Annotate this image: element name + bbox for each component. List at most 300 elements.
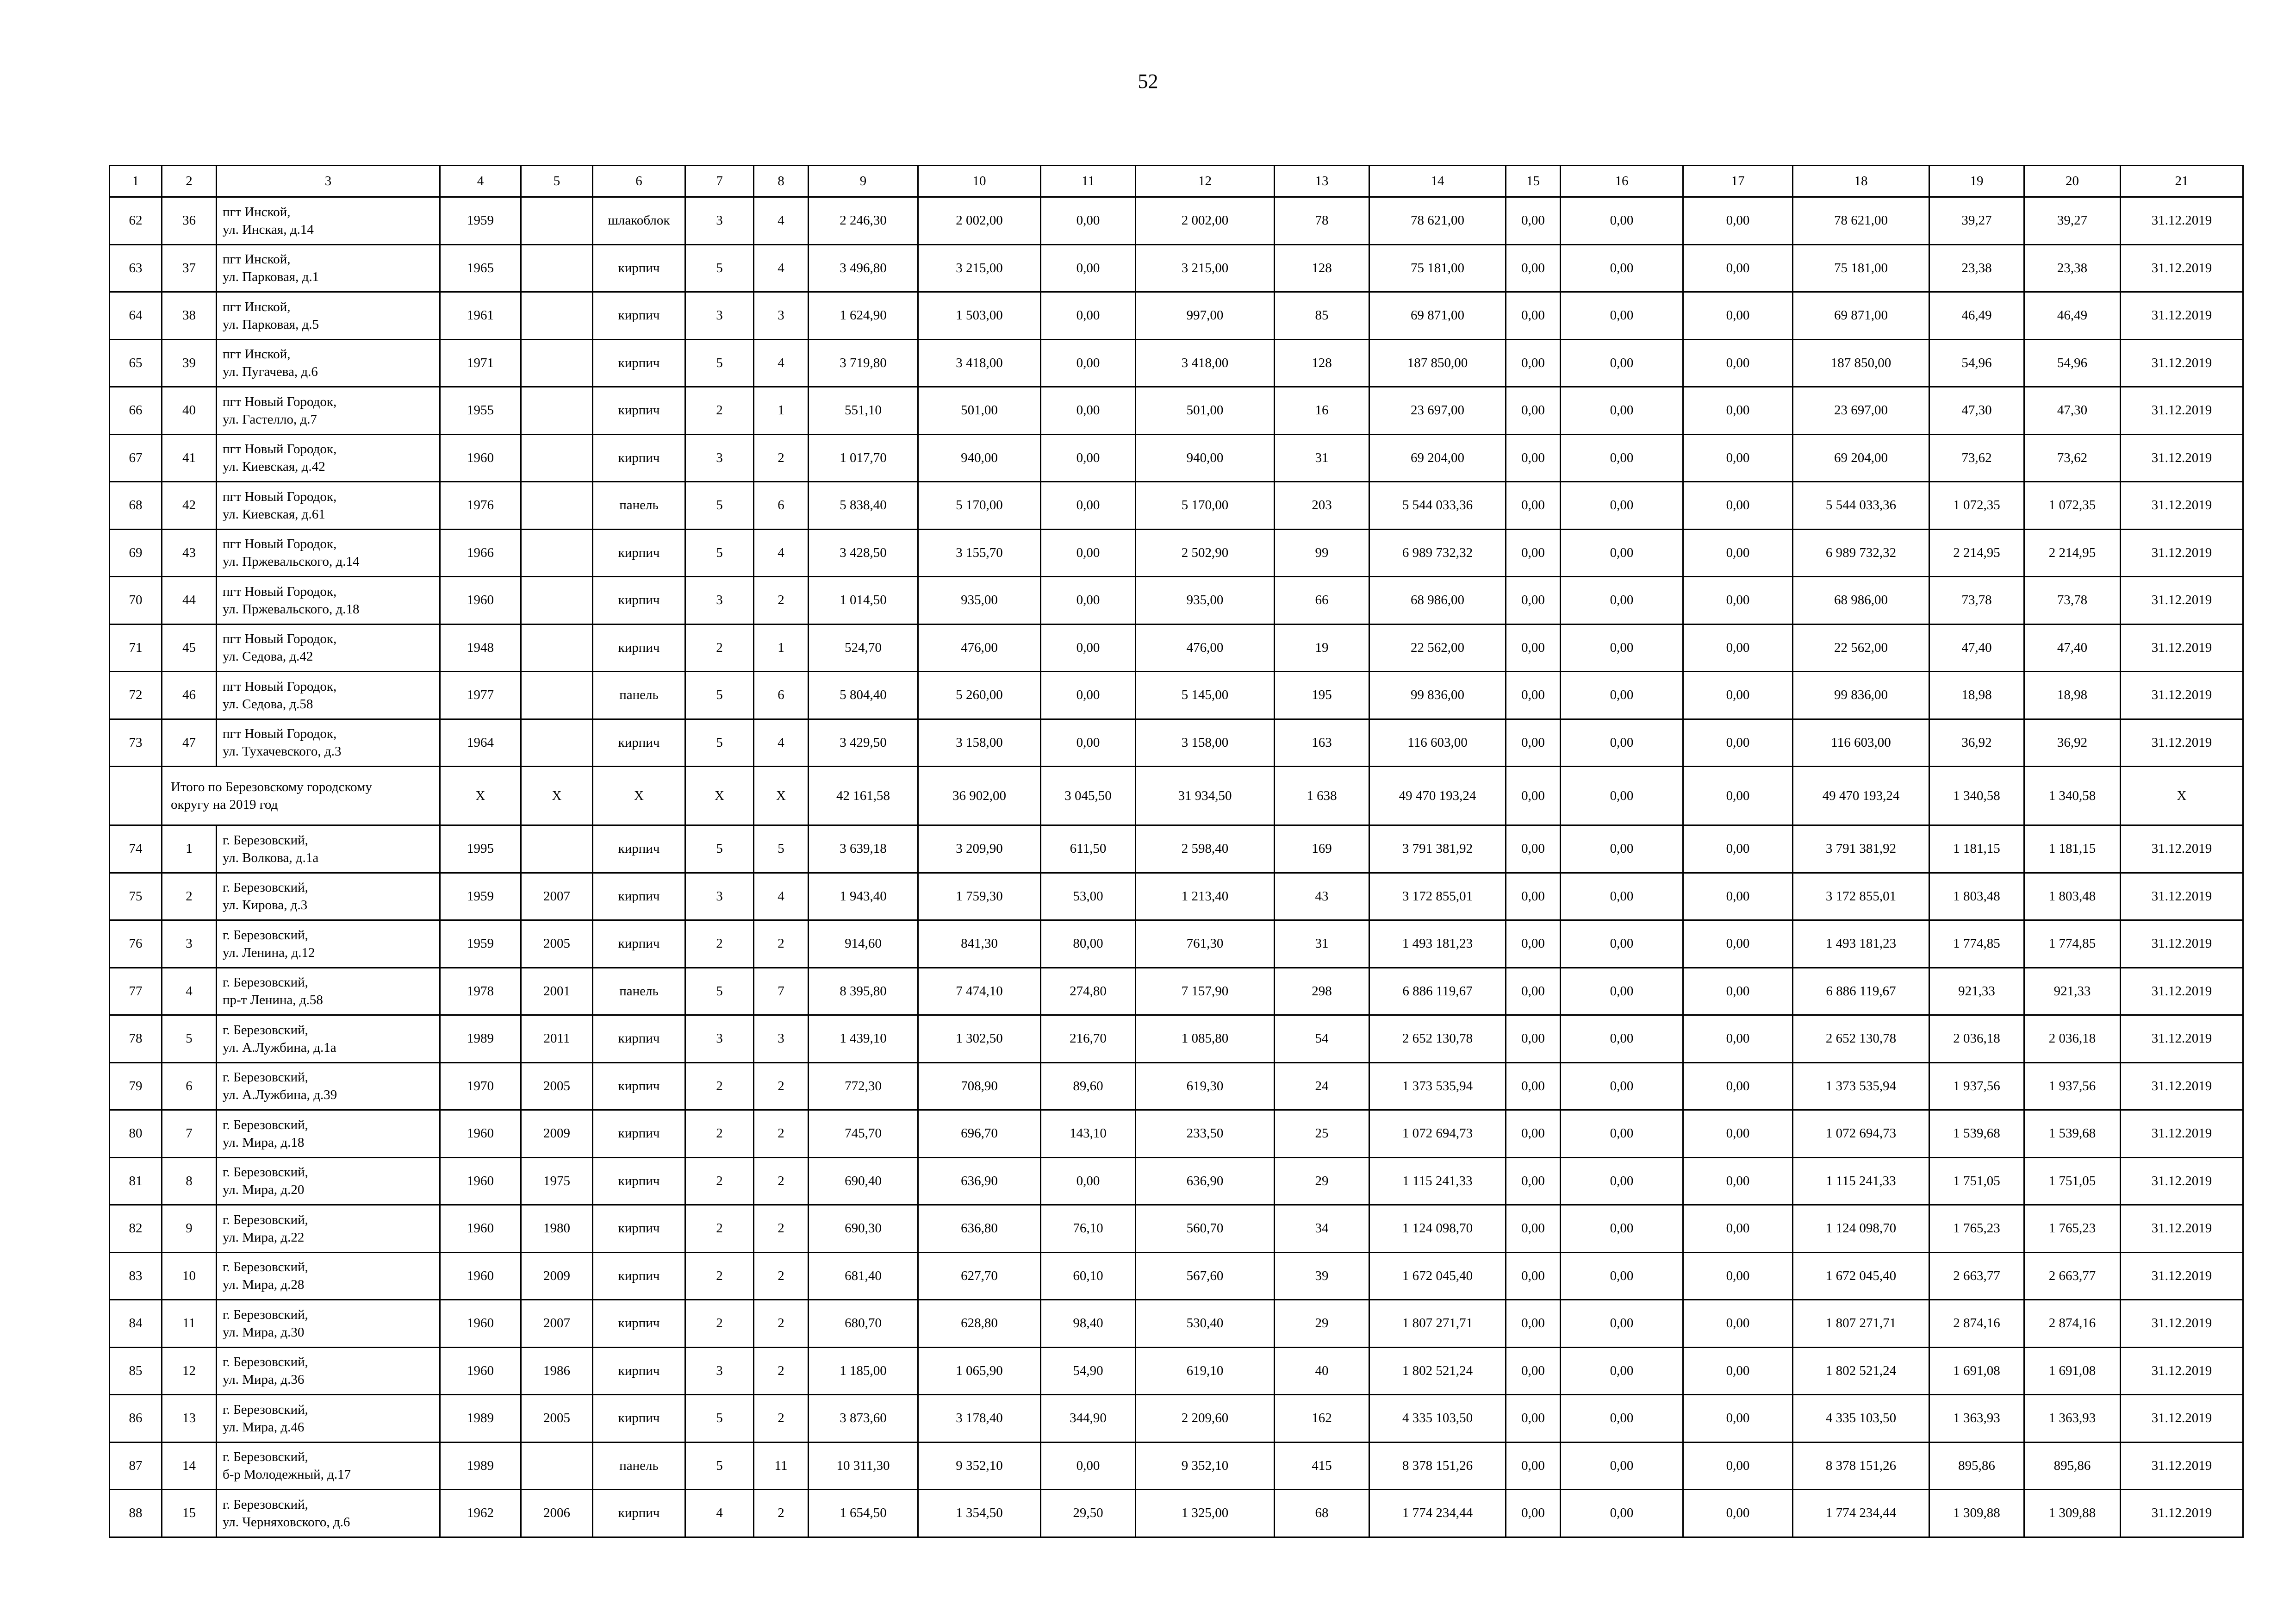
address-street: ул. Инская, д.14 — [223, 222, 314, 237]
owned-area-cell: 619,30 — [1136, 1062, 1275, 1110]
residents-cell: 128 — [1275, 244, 1369, 292]
table-row — [110, 1205, 2243, 1253]
cost-fund-cell: 0,00 — [1506, 339, 1561, 387]
living-area-cell: 696,70 — [918, 1110, 1041, 1158]
column-number-row — [110, 166, 2243, 197]
limit-cost-per-sqm-cell: 1 363,93 — [2024, 1395, 2121, 1443]
local-number-cell: 44 — [162, 577, 217, 625]
local-number-cell: 40 — [162, 387, 217, 435]
row-number-cell: 78 — [110, 1015, 162, 1063]
address-locality: г. Березовский, — [223, 1355, 308, 1370]
address-locality: пгт Инской, — [223, 347, 291, 362]
cost-budget-local-cell: 0,00 — [1683, 624, 1793, 672]
residents-cell: 85 — [1275, 292, 1369, 340]
owned-area-cell: 997,00 — [1136, 292, 1275, 340]
year-built-cell: 1971 — [440, 339, 521, 387]
address-cell — [217, 434, 440, 482]
living-area-cell: 1 302,50 — [918, 1015, 1041, 1063]
residents-cell: 29 — [1275, 1300, 1369, 1348]
floors-cell: 2 — [685, 1252, 754, 1300]
total-area-cell: 1 014,50 — [809, 577, 918, 625]
residents-cell: 66 — [1275, 577, 1369, 625]
entrances-cell: 2 — [754, 1395, 809, 1443]
entrances-cell: 4 — [754, 244, 809, 292]
limit-cost-per-sqm-cell: 2 874,16 — [2024, 1300, 2121, 1348]
residents-cell: 29 — [1275, 1157, 1369, 1205]
address-cell — [217, 825, 440, 873]
year-built-cell: 1989 — [440, 1395, 521, 1443]
year-repaired-cell — [521, 529, 593, 577]
address-cell — [217, 920, 440, 968]
deadline-cell: 31.12.2019 — [2121, 1205, 2243, 1253]
living-area-cell: 3 158,00 — [918, 719, 1041, 767]
address-street: ул. Кирова, д.3 — [223, 898, 308, 913]
nonresidential-area-cell: 274,80 — [1041, 968, 1136, 1015]
cost-budget-region-cell: 0,00 — [1561, 825, 1683, 873]
table-row — [110, 482, 2243, 530]
year-repaired-cell — [521, 482, 593, 530]
repair-cost-cell: 2 652 130,78 — [1369, 1015, 1506, 1063]
cost-fund-cell: 0,00 — [1506, 1300, 1561, 1348]
table-row — [110, 1347, 2243, 1395]
cost-budget-local-cell: 0,00 — [1683, 920, 1793, 968]
floors-cell: 2 — [685, 1205, 754, 1253]
column-header-7: 7 — [685, 166, 754, 197]
owned-area-cell: 233,50 — [1136, 1110, 1275, 1158]
address-cell — [217, 1062, 440, 1110]
subtotal-label — [162, 767, 440, 825]
address-cell — [217, 968, 440, 1015]
address-locality: г. Березовский, — [223, 832, 308, 848]
cost-owners-cell: 2 652 130,78 — [1793, 1015, 1929, 1063]
table-row — [110, 624, 2243, 672]
owned-area-cell: 619,10 — [1136, 1347, 1275, 1395]
cost-per-sqm-cell: 46,49 — [1929, 292, 2024, 340]
living-area-cell: 627,70 — [918, 1252, 1041, 1300]
deadline-cell: 31.12.2019 — [2121, 1110, 2243, 1158]
cost-per-sqm-cell: 1 774,85 — [1929, 920, 2024, 968]
repair-cost-cell: 3 791 381,92 — [1369, 825, 1506, 873]
floors-cell: 4 — [685, 1490, 754, 1537]
cost-budget-local-cell: 0,00 — [1683, 825, 1793, 873]
subtotal-cost-per-sqm-cell: 1 340,58 — [1929, 767, 2024, 825]
subtotal-cost-owners-cell: 49 470 193,24 — [1793, 767, 1929, 825]
address-street: ул. Мира, д.28 — [223, 1277, 305, 1293]
address-street: ул. А.Лужбина, д.39 — [223, 1087, 337, 1103]
floors-cell: 2 — [685, 624, 754, 672]
cost-budget-local-cell: 0,00 — [1683, 1490, 1793, 1537]
address-street: ул. Седова, д.42 — [223, 649, 313, 664]
deadline-cell: 31.12.2019 — [2121, 624, 2243, 672]
address-street: ул. Волкова, д.1а — [223, 850, 319, 865]
wall-material-cell: кирпич — [593, 1110, 685, 1158]
floors-cell: 3 — [685, 197, 754, 245]
address-street: ул. Тухачевского, д.3 — [223, 744, 342, 759]
living-area-cell: 841,30 — [918, 920, 1041, 968]
repair-cost-cell: 1 072 694,73 — [1369, 1110, 1506, 1158]
floors-cell: 3 — [685, 1347, 754, 1395]
subtotal-living-area-cell: 36 902,00 — [918, 767, 1041, 825]
total-area-cell: 1 439,10 — [809, 1015, 918, 1063]
local-number-cell: 46 — [162, 672, 217, 719]
year-repaired-cell: 2009 — [521, 1252, 593, 1300]
total-area-cell: 3 873,60 — [809, 1395, 918, 1443]
cost-owners-cell: 69 871,00 — [1793, 292, 1929, 340]
entrances-cell: 2 — [754, 577, 809, 625]
address-street: ул. Ленина, д.12 — [223, 945, 315, 960]
table-row — [110, 339, 2243, 387]
repair-cost-cell: 1 115 241,33 — [1369, 1157, 1506, 1205]
cost-fund-cell: 0,00 — [1506, 1205, 1561, 1253]
deadline-cell: 31.12.2019 — [2121, 434, 2243, 482]
row-number-cell: 79 — [110, 1062, 162, 1110]
repair-cost-cell: 116 603,00 — [1369, 719, 1506, 767]
row-number-cell: 71 — [110, 624, 162, 672]
row-number-cell: 87 — [110, 1442, 162, 1490]
local-number-cell: 9 — [162, 1205, 217, 1253]
local-number-cell: 38 — [162, 292, 217, 340]
cost-fund-cell: 0,00 — [1506, 244, 1561, 292]
page-number: 52 — [1138, 70, 1158, 93]
cost-budget-region-cell: 0,00 — [1561, 292, 1683, 340]
row-number-cell: 86 — [110, 1395, 162, 1443]
cost-per-sqm-cell: 47,30 — [1929, 387, 2024, 435]
address-street: ул. Черняховского, д.6 — [223, 1514, 350, 1530]
total-area-cell: 3 496,80 — [809, 244, 918, 292]
owned-area-cell: 3 418,00 — [1136, 339, 1275, 387]
limit-cost-per-sqm-cell: 73,78 — [2024, 577, 2121, 625]
living-area-cell: 2 002,00 — [918, 197, 1041, 245]
year-repaired-cell: 2005 — [521, 1062, 593, 1110]
row-number-cell: 85 — [110, 1347, 162, 1395]
year-repaired-cell — [521, 1442, 593, 1490]
residents-cell: 415 — [1275, 1442, 1369, 1490]
limit-cost-per-sqm-cell: 2 036,18 — [2024, 1015, 2121, 1063]
entrances-cell: 4 — [754, 719, 809, 767]
cost-per-sqm-cell: 23,38 — [1929, 244, 2024, 292]
cost-per-sqm-cell: 921,33 — [1929, 968, 2024, 1015]
column-header-17: 17 — [1683, 166, 1793, 197]
table-row — [110, 1442, 2243, 1490]
limit-cost-per-sqm-cell: 1 803,48 — [2024, 873, 2121, 920]
address-street: ул. Седова, д.58 — [223, 696, 313, 712]
year-built-cell: 1964 — [440, 719, 521, 767]
address-cell — [217, 1395, 440, 1443]
residents-cell: 25 — [1275, 1110, 1369, 1158]
repair-cost-cell: 1 672 045,40 — [1369, 1252, 1506, 1300]
floors-cell: 2 — [685, 387, 754, 435]
residents-cell: 31 — [1275, 920, 1369, 968]
cost-budget-local-cell: 0,00 — [1683, 577, 1793, 625]
floors-cell: 5 — [685, 825, 754, 873]
total-area-cell: 1 624,90 — [809, 292, 918, 340]
cost-budget-local-cell: 0,00 — [1683, 529, 1793, 577]
row-number-cell: 77 — [110, 968, 162, 1015]
year-repaired-cell: 2005 — [521, 1395, 593, 1443]
owned-area-cell: 476,00 — [1136, 624, 1275, 672]
wall-material-cell: кирпич — [593, 624, 685, 672]
row-number-cell: 66 — [110, 387, 162, 435]
cost-budget-region-cell: 0,00 — [1561, 244, 1683, 292]
cost-owners-cell: 1 493 181,23 — [1793, 920, 1929, 968]
cost-owners-cell: 6 886 119,67 — [1793, 968, 1929, 1015]
subtotal-entrances-cell: X — [754, 767, 809, 825]
cost-per-sqm-cell: 1 691,08 — [1929, 1347, 2024, 1395]
year-repaired-cell — [521, 672, 593, 719]
total-area-cell: 1 185,00 — [809, 1347, 918, 1395]
cost-per-sqm-cell: 54,96 — [1929, 339, 2024, 387]
nonresidential-area-cell: 0,00 — [1041, 292, 1136, 340]
cost-budget-region-cell: 0,00 — [1561, 719, 1683, 767]
living-area-cell: 5 170,00 — [918, 482, 1041, 530]
limit-cost-per-sqm-cell: 1 539,68 — [2024, 1110, 2121, 1158]
subtotal-limit-cost-per-sqm-cell: 1 340,58 — [2024, 767, 2121, 825]
repair-cost-cell: 3 172 855,01 — [1369, 873, 1506, 920]
year-built-cell: 1960 — [440, 434, 521, 482]
cost-budget-region-cell: 0,00 — [1561, 339, 1683, 387]
total-area-cell: 681,40 — [809, 1252, 918, 1300]
cost-owners-cell: 3 172 855,01 — [1793, 873, 1929, 920]
cost-per-sqm-cell: 36,92 — [1929, 719, 2024, 767]
floors-cell: 5 — [685, 968, 754, 1015]
nonresidential-area-cell: 143,10 — [1041, 1110, 1136, 1158]
cost-budget-local-cell: 0,00 — [1683, 672, 1793, 719]
owned-area-cell: 3 215,00 — [1136, 244, 1275, 292]
row-number-cell: 72 — [110, 672, 162, 719]
address-street: ул. А.Лужбина, д.1а — [223, 1040, 336, 1055]
cost-fund-cell: 0,00 — [1506, 873, 1561, 920]
floors-cell: 3 — [685, 873, 754, 920]
deadline-cell: 31.12.2019 — [2121, 1062, 2243, 1110]
wall-material-cell: кирпич — [593, 920, 685, 968]
cost-budget-region-cell: 0,00 — [1561, 672, 1683, 719]
address-cell — [217, 719, 440, 767]
row-number-cell: 73 — [110, 719, 162, 767]
limit-cost-per-sqm-cell: 1 774,85 — [2024, 920, 2121, 968]
limit-cost-per-sqm-cell: 54,96 — [2024, 339, 2121, 387]
local-number-cell: 2 — [162, 873, 217, 920]
table-row — [110, 529, 2243, 577]
subtotal-floors-cell: X — [685, 767, 754, 825]
wall-material-cell: кирпич — [593, 292, 685, 340]
total-area-cell: 1 654,50 — [809, 1490, 918, 1537]
owned-area-cell: 940,00 — [1136, 434, 1275, 482]
year-repaired-cell — [521, 719, 593, 767]
deadline-cell: 31.12.2019 — [2121, 1395, 2243, 1443]
cost-per-sqm-cell: 1 363,93 — [1929, 1395, 2024, 1443]
nonresidential-area-cell: 76,10 — [1041, 1205, 1136, 1253]
address-locality: г. Березовский, — [223, 1260, 308, 1275]
year-built-cell: 1995 — [440, 825, 521, 873]
address-cell — [217, 1490, 440, 1537]
wall-material-cell: кирпич — [593, 1062, 685, 1110]
column-header-3: 3 — [217, 166, 440, 197]
wall-material-cell: кирпич — [593, 873, 685, 920]
year-repaired-cell: 1980 — [521, 1205, 593, 1253]
repair-cost-cell: 1 807 271,71 — [1369, 1300, 1506, 1348]
nonresidential-area-cell: 611,50 — [1041, 825, 1136, 873]
address-locality: пгт Инской, — [223, 204, 291, 219]
residents-cell: 78 — [1275, 197, 1369, 245]
residents-cell: 54 — [1275, 1015, 1369, 1063]
cost-per-sqm-cell: 18,98 — [1929, 672, 2024, 719]
limit-cost-per-sqm-cell: 921,33 — [2024, 968, 2121, 1015]
cost-budget-region-cell: 0,00 — [1561, 968, 1683, 1015]
entrances-cell: 11 — [754, 1442, 809, 1490]
year-built-cell: 1960 — [440, 1157, 521, 1205]
address-cell — [217, 387, 440, 435]
total-area-cell: 10 311,30 — [809, 1442, 918, 1490]
address-locality: г. Березовский, — [223, 1165, 308, 1180]
subtotal-year-built-cell: X — [440, 767, 521, 825]
cost-fund-cell: 0,00 — [1506, 1252, 1561, 1300]
entrances-cell: 1 — [754, 624, 809, 672]
wall-material-cell: кирпич — [593, 339, 685, 387]
total-area-cell: 5 804,40 — [809, 672, 918, 719]
cost-owners-cell: 4 335 103,50 — [1793, 1395, 1929, 1443]
cost-budget-region-cell: 0,00 — [1561, 1395, 1683, 1443]
living-area-cell: 501,00 — [918, 387, 1041, 435]
cost-per-sqm-cell: 1 539,68 — [1929, 1110, 2024, 1158]
deadline-cell: 31.12.2019 — [2121, 672, 2243, 719]
floors-cell: 2 — [685, 1157, 754, 1205]
nonresidential-area-cell: 53,00 — [1041, 873, 1136, 920]
year-repaired-cell — [521, 577, 593, 625]
column-header-1: 1 — [110, 166, 162, 197]
wall-material-cell: кирпич — [593, 434, 685, 482]
row-number-cell: 83 — [110, 1252, 162, 1300]
nonresidential-area-cell: 0,00 — [1041, 339, 1136, 387]
owned-area-cell: 1 213,40 — [1136, 873, 1275, 920]
floors-cell: 2 — [685, 1300, 754, 1348]
residents-cell: 40 — [1275, 1347, 1369, 1395]
local-number-cell: 10 — [162, 1252, 217, 1300]
living-area-cell: 628,80 — [918, 1300, 1041, 1348]
limit-cost-per-sqm-cell: 23,38 — [2024, 244, 2121, 292]
nonresidential-area-cell: 29,50 — [1041, 1490, 1136, 1537]
address-locality: г. Березовский, — [223, 1449, 308, 1465]
address-cell — [217, 1252, 440, 1300]
row-number-cell: 63 — [110, 244, 162, 292]
table-row — [110, 1395, 2243, 1443]
row-number-cell: 82 — [110, 1205, 162, 1253]
address-locality: г. Березовский, — [223, 1117, 308, 1132]
row-number-cell: 70 — [110, 577, 162, 625]
local-number-cell: 8 — [162, 1157, 217, 1205]
total-area-cell: 524,70 — [809, 624, 918, 672]
wall-material-cell: кирпич — [593, 1395, 685, 1443]
total-area-cell: 3 639,18 — [809, 825, 918, 873]
row-number-cell: 67 — [110, 434, 162, 482]
nonresidential-area-cell: 54,90 — [1041, 1347, 1136, 1395]
wall-material-cell: кирпич — [593, 577, 685, 625]
limit-cost-per-sqm-cell: 1 937,56 — [2024, 1062, 2121, 1110]
address-street: ул. Пржевальского, д.14 — [223, 554, 360, 569]
cost-fund-cell: 0,00 — [1506, 197, 1561, 245]
residents-cell: 16 — [1275, 387, 1369, 435]
owned-area-cell: 560,70 — [1136, 1205, 1275, 1253]
table-row — [110, 1300, 2243, 1348]
column-header-20: 20 — [2024, 166, 2121, 197]
local-number-cell: 39 — [162, 339, 217, 387]
entrances-cell: 4 — [754, 529, 809, 577]
subtotal-total-area-cell: 42 161,58 — [809, 767, 918, 825]
limit-cost-per-sqm-cell: 73,62 — [2024, 434, 2121, 482]
address-cell — [217, 1110, 440, 1158]
address-locality: г. Березовский, — [223, 1497, 308, 1512]
residents-cell: 298 — [1275, 968, 1369, 1015]
cost-owners-cell: 5 544 033,36 — [1793, 482, 1929, 530]
nonresidential-area-cell: 0,00 — [1041, 387, 1136, 435]
row-number-cell: 64 — [110, 292, 162, 340]
table-row — [110, 197, 2243, 245]
year-built-cell: 1960 — [440, 1110, 521, 1158]
entrances-cell: 2 — [754, 1205, 809, 1253]
cost-budget-local-cell: 0,00 — [1683, 1395, 1793, 1443]
year-built-cell: 1966 — [440, 529, 521, 577]
cost-fund-cell: 0,00 — [1506, 1062, 1561, 1110]
total-area-cell: 5 838,40 — [809, 482, 918, 530]
subtotal-year-repaired-cell: X — [521, 767, 593, 825]
column-header-13: 13 — [1275, 166, 1369, 197]
total-area-cell: 690,40 — [809, 1157, 918, 1205]
residents-cell: 31 — [1275, 434, 1369, 482]
column-header-19: 19 — [1929, 166, 2024, 197]
address-locality: пгт Новый Городок, — [223, 442, 337, 457]
row-number-cell: 65 — [110, 339, 162, 387]
entrances-cell: 6 — [754, 482, 809, 530]
table-row — [110, 1252, 2243, 1300]
repair-cost-cell: 1 774 234,44 — [1369, 1490, 1506, 1537]
address-cell — [217, 1347, 440, 1395]
subtotal-row — [110, 767, 2243, 825]
year-repaired-cell — [521, 624, 593, 672]
year-built-cell: 1961 — [440, 292, 521, 340]
residents-cell: 39 — [1275, 1252, 1369, 1300]
owned-area-cell: 5 145,00 — [1136, 672, 1275, 719]
owned-area-cell: 3 158,00 — [1136, 719, 1275, 767]
cost-per-sqm-cell: 2 214,95 — [1929, 529, 2024, 577]
address-street: пр-т Ленина, д.58 — [223, 993, 323, 1008]
wall-material-cell: панель — [593, 482, 685, 530]
address-locality: пгт Инской, — [223, 252, 291, 267]
table-row — [110, 920, 2243, 968]
address-locality: г. Березовский, — [223, 1402, 308, 1417]
subtotal-residents-cell: 1 638 — [1275, 767, 1369, 825]
cost-owners-cell: 6 989 732,32 — [1793, 529, 1929, 577]
wall-material-cell: панель — [593, 1442, 685, 1490]
local-number-cell: 15 — [162, 1490, 217, 1537]
entrances-cell: 2 — [754, 1062, 809, 1110]
year-repaired-cell: 2006 — [521, 1490, 593, 1537]
local-number-cell: 7 — [162, 1110, 217, 1158]
limit-cost-per-sqm-cell: 895,86 — [2024, 1442, 2121, 1490]
nonresidential-area-cell: 0,00 — [1041, 1442, 1136, 1490]
year-repaired-cell — [521, 387, 593, 435]
row-number-cell: 68 — [110, 482, 162, 530]
address-locality: пгт Новый Городок, — [223, 489, 337, 504]
cost-per-sqm-cell: 2 663,77 — [1929, 1252, 2024, 1300]
local-number-cell: 6 — [162, 1062, 217, 1110]
year-built-cell: 1970 — [440, 1062, 521, 1110]
cost-budget-local-cell: 0,00 — [1683, 339, 1793, 387]
local-number-cell: 41 — [162, 434, 217, 482]
deadline-cell: 31.12.2019 — [2121, 339, 2243, 387]
cost-budget-local-cell: 0,00 — [1683, 1205, 1793, 1253]
deadline-cell: 31.12.2019 — [2121, 577, 2243, 625]
column-header-18: 18 — [1793, 166, 1929, 197]
table-row — [110, 1157, 2243, 1205]
